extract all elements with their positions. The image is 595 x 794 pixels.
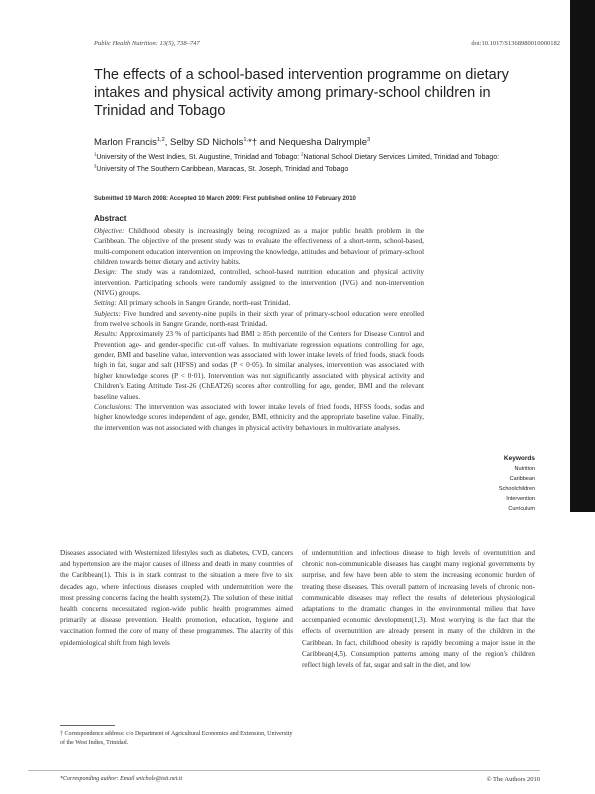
abstract-heading: Abstract bbox=[94, 214, 127, 223]
keyword: Caribbean bbox=[509, 476, 535, 482]
corresponding-author: *Corresponding author: Email snichols@tstt.net.tt bbox=[60, 776, 183, 782]
author-separator: and bbox=[257, 137, 279, 148]
section-label: Subjects: bbox=[94, 308, 121, 318]
article-title: The effects of a school-based intervention programme on dietary intakes and physical activity among primary-school children in Trinidad and Tobago bbox=[94, 67, 509, 119]
copyright: © The Authors 2010 bbox=[486, 776, 540, 783]
body-paragraph: of undernutrition and infectious disease to high levels of overnutrition and chronic non-communicable diseases has caught many regional governments by surprise, and few have been able to stem the increasing economic burden of treating these diseases. This overall pattern of increasing levels of chronic non-communicable diseases may reflect the results of deleterious physiological adaptations to the dramatic changes in the environmental milieu that have accompanied economic development(1,3). Most worrying is the fact that the effects of overnutrition are already present in many of the children in the Caribbean. In fact, childhood obesity is rapidly becoming a major issue in the Caribbean(4,5). Consumption patterns among many of the region's children reflect high levels of fat, sugar and salt in the diet, and low bbox=[302, 549, 535, 670]
author-name: Selby SD Nichols bbox=[170, 137, 244, 148]
section-text: The intervention was associated with lower intake levels of fried foods, HFSS foods, sodas and higher knowledge scores independent of age, gender, BMI, ethnicity and the appropriate baseline value. Finally, the intervention was not associated with changes in physical activity behaviours in multivariate analyses. bbox=[94, 401, 424, 432]
section-label: Results: bbox=[94, 329, 118, 339]
author-affil-marker: 1,2 bbox=[156, 136, 165, 143]
section-label: Conclusions: bbox=[94, 401, 133, 411]
affil-number: 3 bbox=[94, 163, 97, 169]
affil-text: National School Dietary Services Limited, Trinidad and Tobago: bbox=[303, 154, 500, 161]
author-name: Marlon Francis bbox=[94, 137, 157, 148]
doi: doi:10.1017/S1368980010000182 bbox=[471, 40, 560, 47]
affiliations bbox=[94, 152, 534, 176]
correspondence-footnote: † Correspondence address: c/o Department of Agricultural Economics and Extension, University of the West Indies, Trinidad. bbox=[60, 731, 293, 746]
body-column-right bbox=[302, 548, 535, 671]
section-text: Five hundred and seventy-nine pupils in their sixth year of primary-school education were enrolled from twelve schools in Sangre Grande, north-east Trinidad. bbox=[94, 308, 424, 329]
body-paragraph: Diseases associated with Westernized lifestyles such as diabetes, CVD, cancers and hypertension are the major causes of illness and death in many countries of the Caribbean(1). This is in stark contrast to the situation a mere five to six decades ago, where infectious diseases coupled with undernutrition were the most pressing concerns facing the health system(2). The solution of these initial health concerns necessitated region-wide public health programmes aimed primarily at disease prevention. Health promotion, education, hygiene and vaccination formed the core of many of these programmes. The alacrity of this epidemiological shift from high levels bbox=[60, 549, 293, 647]
affil-number: 1 bbox=[94, 151, 97, 157]
page-footer-rule bbox=[28, 770, 540, 771]
keyword: Intervention bbox=[506, 496, 535, 502]
section-label: Design: bbox=[94, 267, 118, 277]
affil-text: University of the West Indies, St. Augustine, Trinidad and Tobago: bbox=[96, 154, 302, 161]
affil-number: 2 bbox=[301, 151, 304, 157]
author-footnote-marker: *† bbox=[248, 137, 258, 148]
section-label: Setting: bbox=[94, 298, 117, 308]
affil-text: University of The Southern Caribbean, Maracas, St. Joseph, Trinidad and Tobago bbox=[96, 166, 349, 173]
author-list bbox=[94, 137, 370, 148]
abstract-body bbox=[94, 226, 424, 433]
keywords-heading: Keywords bbox=[503, 455, 535, 462]
author-affil-marker: 1, bbox=[243, 136, 249, 143]
abstract-setting bbox=[94, 298, 424, 308]
abstract-design bbox=[94, 267, 424, 298]
submission-dates: Submitted 19 March 2008: Accepted 10 March 2009: First published online 10 February 2010 bbox=[94, 196, 356, 202]
abstract-conclusions bbox=[94, 402, 424, 433]
footnote-rule bbox=[60, 725, 115, 726]
body-column-left bbox=[60, 548, 293, 649]
section-text: Approximately 23 % of participants had BMI ≥ 85th percentile of the Centers for Disease Control and Prevention age- and gender-specific cut-off values. In multivariate regression equations controlling for age, gender, BMI and baseline value, intervention was associated with lower intake levels of fried foods, snack foods high in fat, sugar and salt (HFSS) and sodas (P < 0·05). In similar analyses, intervention was associated with higher knowledge scores (P < 0·01). Intervention was not significantly associated with physical activity and Children's Eating Attitude Test-26 (ChEAT26) scores after controlling for age, gender, BMI and the relevant baseline values. bbox=[94, 329, 424, 401]
author-name: Nequesha Dalrymple bbox=[278, 137, 368, 148]
keyword: Curriculum bbox=[508, 506, 535, 512]
abstract-subjects bbox=[94, 309, 424, 330]
section-text: Childhood obesity is increasingly being recognized as a major public health problem in the Caribbean. The objective of the present study was to evaluate the effectiveness of a short-term, school-based, multi-component education intervention on improving the knowledge, attitudes and behaviour of primary-school children towards better dietary and activity habits. bbox=[94, 226, 424, 267]
margin-color-bar bbox=[570, 0, 595, 512]
author-separator: , bbox=[164, 137, 171, 148]
abstract-objective bbox=[94, 226, 424, 267]
author-affil-marker: 3 bbox=[367, 136, 371, 143]
keyword: Schoolchildren bbox=[498, 486, 535, 492]
section-text: All primary schools in Sangre Grande, north-east Trinidad. bbox=[116, 298, 291, 308]
keyword: Nutrition bbox=[514, 466, 535, 472]
section-text: The study was a randomized, controlled, school-based nutrition education and physical activity intervention. Participating schools were randomly assigned to the intervention (IVG) and non-intervention (NIVG) groups. bbox=[94, 267, 424, 298]
keywords-box bbox=[480, 455, 535, 514]
section-label: Objective: bbox=[94, 226, 125, 235]
journal-citation: Public Health Nutrition: 13(5), 738–747 bbox=[94, 40, 200, 47]
abstract-results bbox=[94, 329, 424, 401]
